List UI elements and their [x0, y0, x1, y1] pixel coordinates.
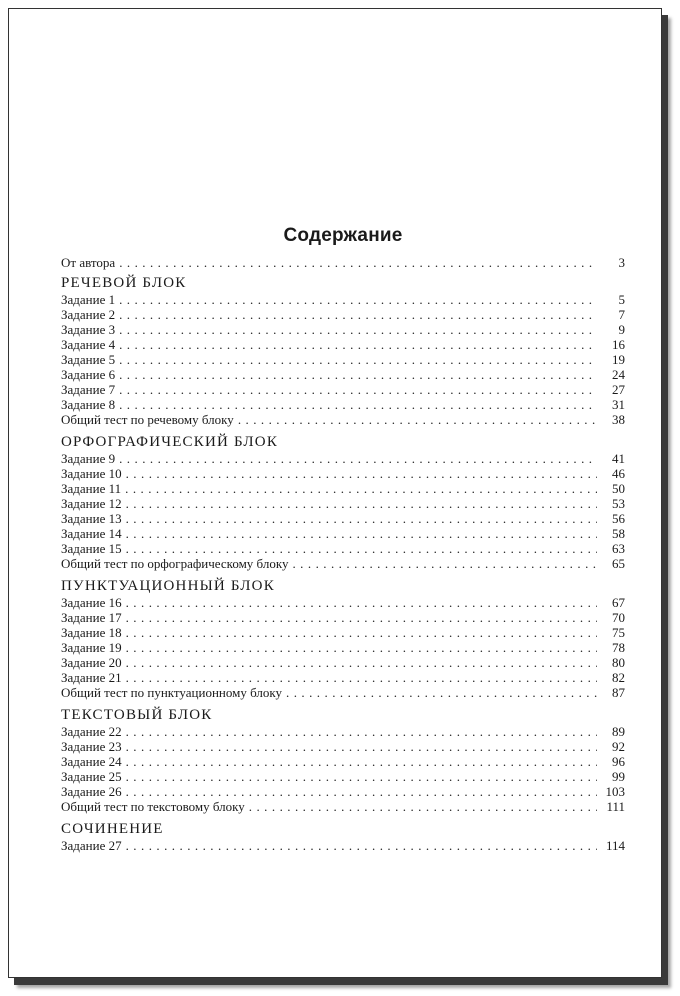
dot-leader — [286, 685, 597, 700]
dot-leader — [126, 739, 597, 754]
toc-entry — [61, 382, 625, 397]
toc-entry-label: Задание 10 — [61, 466, 122, 481]
toc-entry-page: 103 — [605, 784, 625, 799]
toc-entry — [61, 496, 625, 511]
toc-entry-page: 16 — [612, 337, 625, 352]
toc-entry-label: Задание 12 — [61, 496, 122, 511]
toc-entry-page: 50 — [612, 481, 625, 496]
toc-entry-page: 58 — [612, 526, 625, 541]
toc-entry — [61, 412, 625, 427]
toc-entry-page: 92 — [612, 739, 625, 754]
toc-entry-page: 70 — [612, 610, 625, 625]
toc-entry — [61, 307, 625, 322]
toc-entry-page: 75 — [612, 625, 625, 640]
toc-entry — [61, 769, 625, 784]
toc-entry-label: Задание 27 — [61, 838, 122, 853]
toc-entry-label: Задание 2 — [61, 307, 116, 322]
dot-leader — [119, 322, 597, 337]
toc-entry-page: 46 — [612, 466, 625, 481]
toc-entry-label: От автора — [61, 255, 116, 270]
dot-leader — [126, 610, 597, 625]
toc-entry — [61, 754, 625, 769]
dot-leader — [126, 784, 597, 799]
toc-entry-page: 65 — [612, 556, 625, 571]
table-of-contents — [61, 224, 625, 853]
toc-entry-page: 63 — [612, 541, 625, 556]
toc-entry — [61, 541, 625, 556]
toc-entry-label: Задание 7 — [61, 382, 116, 397]
section-title: ОРФОГРАФИЧЕСКИЙ БЛОК — [61, 434, 279, 450]
toc-entry-page: 41 — [612, 451, 625, 466]
toc-entry-label: Задание 21 — [61, 670, 122, 685]
toc-entry-page: 111 — [606, 799, 625, 814]
toc-entry-label: Задание 18 — [61, 625, 122, 640]
dot-leader — [119, 255, 597, 270]
toc-entry-page: 27 — [612, 382, 625, 397]
toc-entry — [61, 337, 625, 352]
toc-entry-page: 80 — [612, 655, 625, 670]
toc-entry-label: Задание 23 — [61, 739, 122, 754]
dot-leader — [126, 466, 597, 481]
toc-entry — [61, 625, 625, 640]
toc-entry-label: Задание 4 — [61, 337, 116, 352]
dot-leader — [126, 526, 597, 541]
dot-leader — [249, 799, 597, 814]
dot-leader — [119, 337, 597, 352]
toc-entry-label: Общий тест по текстовому блоку — [61, 799, 245, 814]
dot-leader — [126, 838, 597, 853]
toc-entry-page: 3 — [618, 255, 625, 270]
toc-entry-page: 5 — [618, 292, 625, 307]
toc-entry-page: 53 — [612, 496, 625, 511]
dot-leader — [126, 625, 597, 640]
toc-entry-label: Задание 26 — [61, 784, 122, 799]
toc-entry-label: Общий тест по пунктуационному блоку — [61, 685, 282, 700]
dot-leader — [119, 451, 597, 466]
toc-entry-page: 38 — [612, 412, 625, 427]
toc-entry — [61, 397, 625, 412]
toc-entry — [61, 352, 625, 367]
toc-entry — [61, 655, 625, 670]
toc-entry — [61, 292, 625, 307]
page-title: Содержание — [283, 225, 403, 246]
section-title: РЕЧЕВОЙ БЛОК — [61, 275, 187, 291]
toc-entry-label: Задание 9 — [61, 451, 116, 466]
toc-entry — [61, 670, 625, 685]
toc-entry-page: 24 — [612, 367, 625, 382]
toc-entry-label: Задание 16 — [61, 595, 122, 610]
toc-entry-label: Задание 11 — [61, 481, 122, 496]
toc-entry — [61, 784, 625, 799]
toc-entry-intro — [61, 255, 625, 270]
toc-entry — [61, 739, 625, 754]
toc-entry — [61, 799, 625, 814]
toc-entry-label: Задание 3 — [61, 322, 116, 337]
toc-section — [61, 275, 625, 427]
toc-entry-page: 31 — [612, 397, 625, 412]
toc-entry-page: 114 — [605, 838, 625, 853]
toc-entry-page: 87 — [612, 685, 625, 700]
toc-entry-page: 96 — [612, 754, 625, 769]
toc-entry-label: Общий тест по орфографическому блоку — [61, 556, 289, 571]
dot-leader — [119, 397, 597, 412]
dot-leader — [126, 655, 597, 670]
toc-entry-page: 9 — [618, 322, 625, 337]
toc-entry — [61, 367, 625, 382]
toc-entry-label: Задание 8 — [61, 397, 116, 412]
dot-leader — [126, 511, 597, 526]
dot-leader — [126, 769, 597, 784]
toc-entry — [61, 724, 625, 739]
dot-leader — [126, 640, 597, 655]
dot-leader — [126, 754, 597, 769]
toc-entry — [61, 595, 625, 610]
toc-entry-page: 7 — [618, 307, 625, 322]
dot-leader — [125, 481, 597, 496]
toc-entry-page: 67 — [612, 595, 625, 610]
toc-entry-label: Задание 13 — [61, 511, 122, 526]
section-title: ПУНКТУАЦИОННЫЙ БЛОК — [61, 578, 275, 594]
toc-entry-label: Задание 15 — [61, 541, 122, 556]
toc-entry — [61, 481, 625, 496]
toc-entry-page: 89 — [612, 724, 625, 739]
toc-entry-label: Задание 22 — [61, 724, 122, 739]
dot-leader — [119, 307, 597, 322]
toc-entry-label: Задание 20 — [61, 655, 122, 670]
section-title: СОЧИНЕНИЕ — [61, 821, 164, 837]
toc-entry-label: Общий тест по речевому блоку — [61, 412, 234, 427]
toc-section — [61, 821, 625, 853]
toc-entry — [61, 322, 625, 337]
dot-leader — [119, 367, 597, 382]
toc-entry — [61, 451, 625, 466]
toc-entry-page: 78 — [612, 640, 625, 655]
toc-entry-label: Задание 5 — [61, 352, 116, 367]
toc-entry — [61, 466, 625, 481]
toc-entry-label: Задание 24 — [61, 754, 122, 769]
toc-section — [61, 434, 625, 571]
toc-sections — [61, 275, 625, 853]
toc-entry — [61, 511, 625, 526]
toc-entry — [61, 610, 625, 625]
toc-entry — [61, 556, 625, 571]
toc-entry — [61, 640, 625, 655]
toc-entry-page: 19 — [612, 352, 625, 367]
toc-entry-label: Задание 17 — [61, 610, 122, 625]
dot-leader — [119, 292, 597, 307]
section-title: ТЕКСТОВЫЙ БЛОК — [61, 707, 213, 723]
dot-leader — [126, 670, 597, 685]
dot-leader — [126, 496, 597, 511]
toc-entry-page: 56 — [612, 511, 625, 526]
toc-entry-label: Задание 6 — [61, 367, 116, 382]
dot-leader — [126, 595, 597, 610]
toc-entry-label: Задание 25 — [61, 769, 122, 784]
toc-entry-label: Задание 14 — [61, 526, 122, 541]
toc-entry-page: 99 — [612, 769, 625, 784]
toc-entry — [61, 685, 625, 700]
dot-leader — [126, 724, 597, 739]
toc-entry-label: Задание 1 — [61, 292, 116, 307]
document-page — [8, 8, 662, 978]
toc-section — [61, 578, 625, 700]
dot-leader — [119, 382, 597, 397]
dot-leader — [292, 556, 597, 571]
dot-leader — [126, 541, 597, 556]
toc-entry — [61, 526, 625, 541]
dot-leader — [119, 352, 597, 367]
dot-leader — [238, 412, 597, 427]
toc-entry-page: 82 — [612, 670, 625, 685]
toc-entry — [61, 838, 625, 853]
toc-entry-label: Задание 19 — [61, 640, 122, 655]
toc-section — [61, 707, 625, 814]
